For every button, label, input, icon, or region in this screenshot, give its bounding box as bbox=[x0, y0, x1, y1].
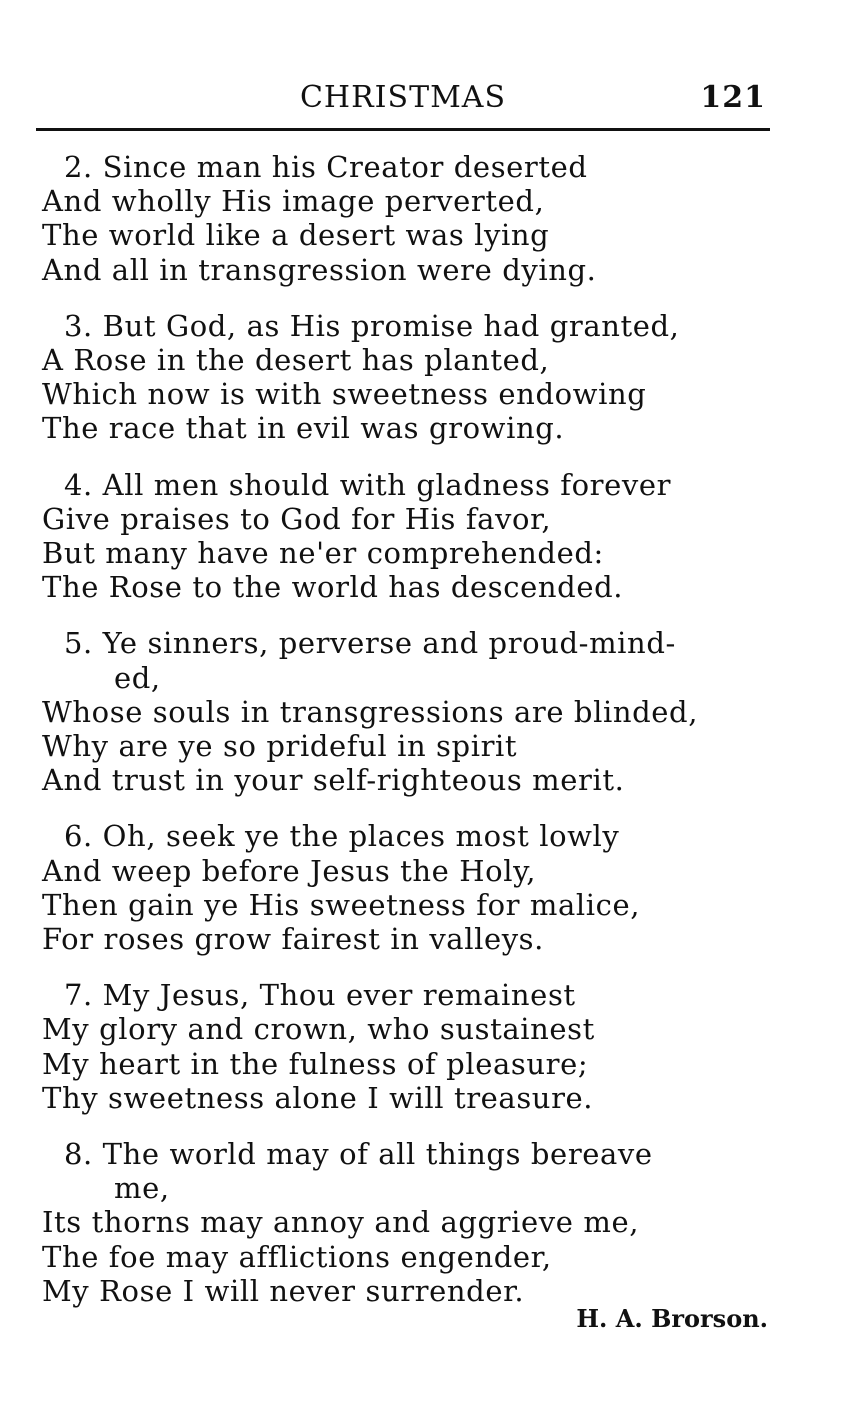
verse-line: The foe may afflictions engender, bbox=[42, 1239, 552, 1274]
verse-line: My glory and crown, who sustainest bbox=[42, 1012, 595, 1047]
verse-line: 2. Since man his Creator deserted bbox=[64, 150, 588, 184]
verse-line: And weep before Jesus the Holy, bbox=[42, 853, 537, 888]
verse-line: And wholly His image perverted, bbox=[42, 184, 545, 219]
verse-line-continuation: me, bbox=[114, 1171, 170, 1206]
verse-line: Thy sweetness alone I will treasure. bbox=[42, 1080, 594, 1115]
verse-2 bbox=[42, 150, 782, 287]
verse-line: The Rose to the world has descended. bbox=[42, 570, 624, 605]
verse-line: And all in transgression were dying. bbox=[42, 252, 597, 287]
verse-line: My Rose I will never surrender. bbox=[42, 1273, 525, 1308]
verse-line: Its thorns may annoy and aggrieve me, bbox=[42, 1205, 640, 1240]
verse-line: Why are ye so prideful in spirit bbox=[42, 729, 518, 764]
verse-line: The world like a desert was lying bbox=[42, 218, 550, 253]
section-title: CHRISTMAS bbox=[299, 80, 507, 115]
verse-6 bbox=[42, 819, 782, 956]
verse-line-continuation: ed, bbox=[114, 660, 161, 695]
verse-line: Which now is with sweetness endowing bbox=[42, 377, 647, 412]
verse-line: A Rose in the desert has planted, bbox=[42, 343, 550, 378]
verse-line: For roses grow fairest in valleys. bbox=[42, 922, 544, 957]
verse-line: 6. Oh, seek ye the places most lowly bbox=[64, 819, 620, 854]
verse-line: Give praises to God for His favor, bbox=[42, 501, 552, 536]
verse-line: 3. But God, as His promise had granted, bbox=[64, 308, 680, 343]
verse-line: Then gain ye His sweetness for malice, bbox=[42, 887, 641, 922]
author-attribution: H. A. Brorson. bbox=[576, 1304, 768, 1333]
verse-7 bbox=[42, 978, 782, 1115]
verse-line: But many have ne'er comprehended: bbox=[42, 536, 604, 571]
page-header bbox=[36, 78, 770, 122]
verse-4 bbox=[42, 468, 782, 605]
verse-8 bbox=[42, 1137, 782, 1308]
verse-line: The race that in evil was growing. bbox=[42, 411, 565, 446]
verse-line: 7. My Jesus, Thou ever remainest bbox=[64, 978, 576, 1013]
header-rule bbox=[36, 128, 770, 131]
verse-5 bbox=[42, 626, 782, 797]
verse-line: My heart in the fulness of pleasure; bbox=[42, 1046, 589, 1081]
verse-line: 8. The world may of all things bereave bbox=[64, 1137, 653, 1172]
verse-line: 4. All men should with gladness forever bbox=[64, 467, 672, 502]
verse-line: And trust in your self-righteous merit. bbox=[42, 763, 625, 798]
page-number: 121 bbox=[700, 80, 766, 115]
hymn-text bbox=[42, 150, 782, 1330]
verse-line: 5. Ye sinners, perverse and proud-mind- bbox=[64, 626, 676, 661]
verse-line: Whose souls in transgressions are blinded, bbox=[42, 694, 699, 729]
verse-3 bbox=[42, 309, 782, 446]
